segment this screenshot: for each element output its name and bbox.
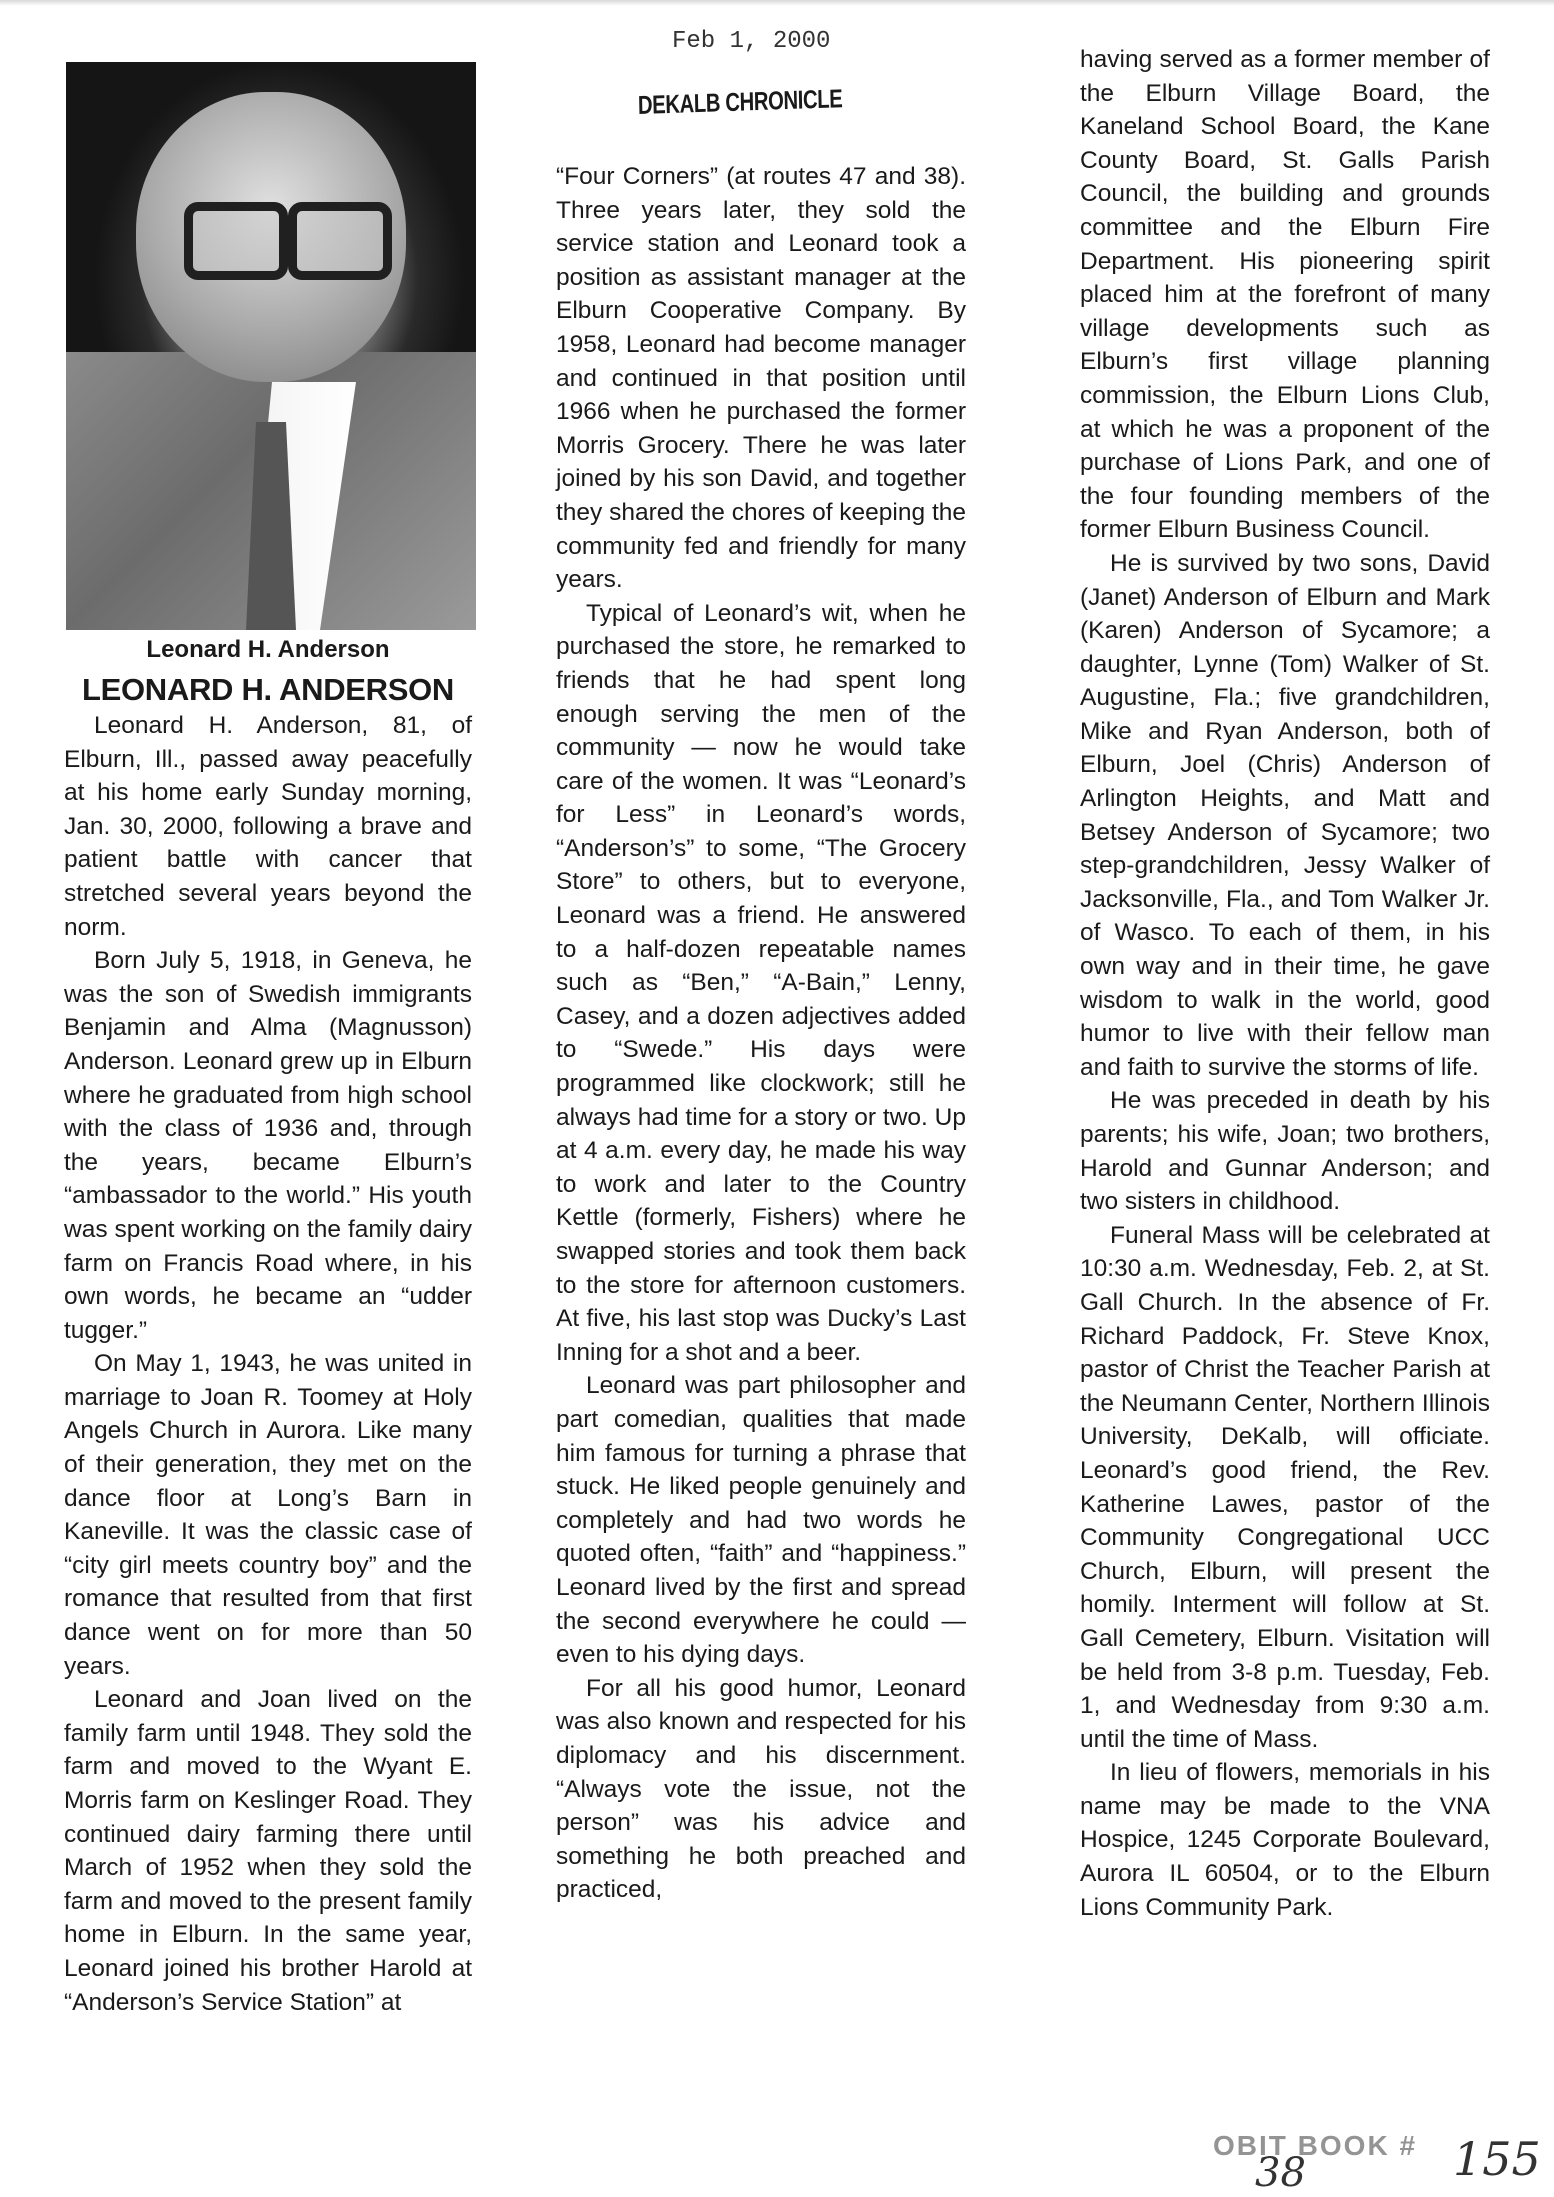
paragraph: “Four Corners” (at routes 47 and 38). Three years later, they sold the service station and Leonard took a position as assistant manager at the Elburn Cooperative Company. By 1958, Leonard had become manager and continued in that position until 1966 when he purchased the former Morris Grocery. There he was later joined by his son David, and together they shared the chores of keeping the community fed and friendly for many years. bbox=[556, 163, 966, 594]
paragraph: He was preceded in death by his parents; his wife, Joan; two brothers, Harold and Gunnar Anderson; and two sisters in childhood. bbox=[1080, 1087, 1490, 1216]
paragraph: In lieu of flowers, memorials in his name may be made to the VNA Hospice, 1245 Corporate Boulevard, Aurora IL 60504, or to the Elburn Lions Community Park. bbox=[1080, 1759, 1490, 1921]
paragraph: On May 1, 1943, he was united in marriage to Joan R. Toomey at Holy Angels Church in Aurora. Like many of their generation, they met on the dance floor at Long’s Barn in Kaneville. It was the classic case of “city girl meets country boy” and the romance that resulted from that first dance went on for more than 50 years. bbox=[64, 1350, 472, 1680]
handwritten-page-number: 155 bbox=[1453, 2132, 1541, 2186]
article-column-left bbox=[64, 709, 472, 2019]
portrait-photo bbox=[66, 62, 476, 630]
handwritten-book-number: 38 bbox=[1255, 2150, 1306, 2196]
scan-edge bbox=[0, 0, 1554, 6]
paragraph: Leonard and Joan lived on the family farm until 1948. They sold the farm and moved to the Wyant E. Morris farm on Keslinger Road. They continued dairy farming there until March of 1952 when they sold the farm and moved to the present family home in Elburn. In the same year, Leonard joined his brother Harold at “Anderson’s Service Station” at bbox=[64, 1686, 472, 2016]
article-column-middle bbox=[556, 160, 966, 1907]
obit-book-stamp: OBIT BOOK # bbox=[1213, 2130, 1418, 2161]
paragraph: Typical of Leonard’s wit, when he purchased the store, he remarked to friends that he had spent long enough serving the men of the community — now he would take care of the women. It was “Leonard’s for Less” in Leonard’s words, “Anderson’s” to some, “The Grocery Store” to others, but to everyone, Leonard was a friend. He answered to a half-dozen repeatable names such as “Ben,” “A-Bain,” Lenny, Casey, and a dozen adjectives added to “Swede.” His days were programmed like clockwork; still he always had time for a story or two. Up at 4 a.m. every day, he made his way to work and later to the Country Kettle (formerly, Fishers) where he swapped stories and took them back to the store for afternoon customers. At five, his last stop was Ducky’s Last Inning for a shot and a beer. bbox=[556, 599, 966, 1366]
paragraph: Funeral Mass will be celebrated at 10:30 a.m. Wednesday, Feb. 2, at St. Gall Church. In the absence of Fr. Richard Paddock, Fr. Steve Knox, pastor of Christ the Teacher Parish at the Neumann Center, Northern Illinois University, DeKalb, will officiate. Leonard’s good friend, the Rev. Katherine Lawes, pastor of the Community Congregational UCC Church, Elburn, will present the homily. Interment will follow at St. Gall Cemetery, Elburn. Visitation will be held from 3-8 p.m. Tuesday, Feb. 1, and Wednesday from 9:30 a.m. until the time of Mass. bbox=[1080, 1221, 1490, 1753]
paragraph: Leonard was part philosopher and part comedian, qualities that made him famous for turning a phrase that stuck. He liked people genuinely and completely and had two words he quoted often, “faith” and “happiness.” Leonard lived by the first and spread the second everywhere he could — even to his dying days. bbox=[556, 1372, 966, 1669]
obituary-headline: LEONARD H. ANDERSON bbox=[81, 672, 455, 707]
paragraph: Born July 5, 1918, in Geneva, he was the son of Swedish immigrants Benjamin and Alma (Magnusson) Anderson. Leonard grew up in Elburn where he graduated from high school with the class of 1936 and, through the years, became Elburn’s “ambassador to the world.” His youth was spent working on the family dairy farm on Francis Road where, in his own words, he became an “udder tugger.” bbox=[64, 947, 472, 1344]
paragraph: He is survived by two sons, David (Janet) Anderson of Elburn and Mark (Karen) Anderson of Sycamore; a daughter, Lynne (Tom) Walker of St. Augustine, Fla.; five grandchildren, Mike and Ryan Anderson, both of Elburn, Joel (Chris) Anderson of Arlington Heights, and Matt and Betsey Anderson of Sycamore; two step-grandchildren, Jessy Walker of Jacksonville, Fla., and Tom Walker Jr. of Wasco. To each of them, in his own way and in their time, he gave wisdom to walk in the world, good humor to live with their fellow man and faith to survive the storms of life. bbox=[1080, 549, 1490, 1081]
photo-glasses-right bbox=[288, 202, 392, 280]
article-column-right bbox=[1080, 43, 1490, 1924]
clipping-date: Feb 1, 2000 bbox=[672, 28, 831, 55]
photo-glasses-left bbox=[184, 202, 288, 280]
paragraph: Leonard H. Anderson, 81, of Elburn, Ill., passed away peacefully at his home early Sunday morning, Jan. 30, 2000, following a brave and patient battle with cancer that stretched several years beyond the norm. bbox=[64, 712, 472, 941]
newspaper-name: DEKALB CHRONICLE bbox=[637, 83, 843, 120]
photo-caption: Leonard H. Anderson bbox=[146, 636, 390, 663]
paragraph: For all his good humor, Leonard was also known and respected for his diplomacy and his discernment. “Always vote the issue, not the person” was his advice and something he both preached and practiced, bbox=[556, 1674, 966, 1904]
paragraph: having served as a former member of the Elburn Village Board, the Kaneland School Board, the Kane County Board, St. Galls Parish Council, the building and grounds committee and the Elburn Fire Department. His pioneering spirit placed him at the forefront of many village developments such as Elburn’s first village planning commission, the Elburn Lions Club, at which he was a proponent of the purchase of Lions Park, and one of the four founding members of the former Elburn Business Council. bbox=[1080, 46, 1490, 544]
